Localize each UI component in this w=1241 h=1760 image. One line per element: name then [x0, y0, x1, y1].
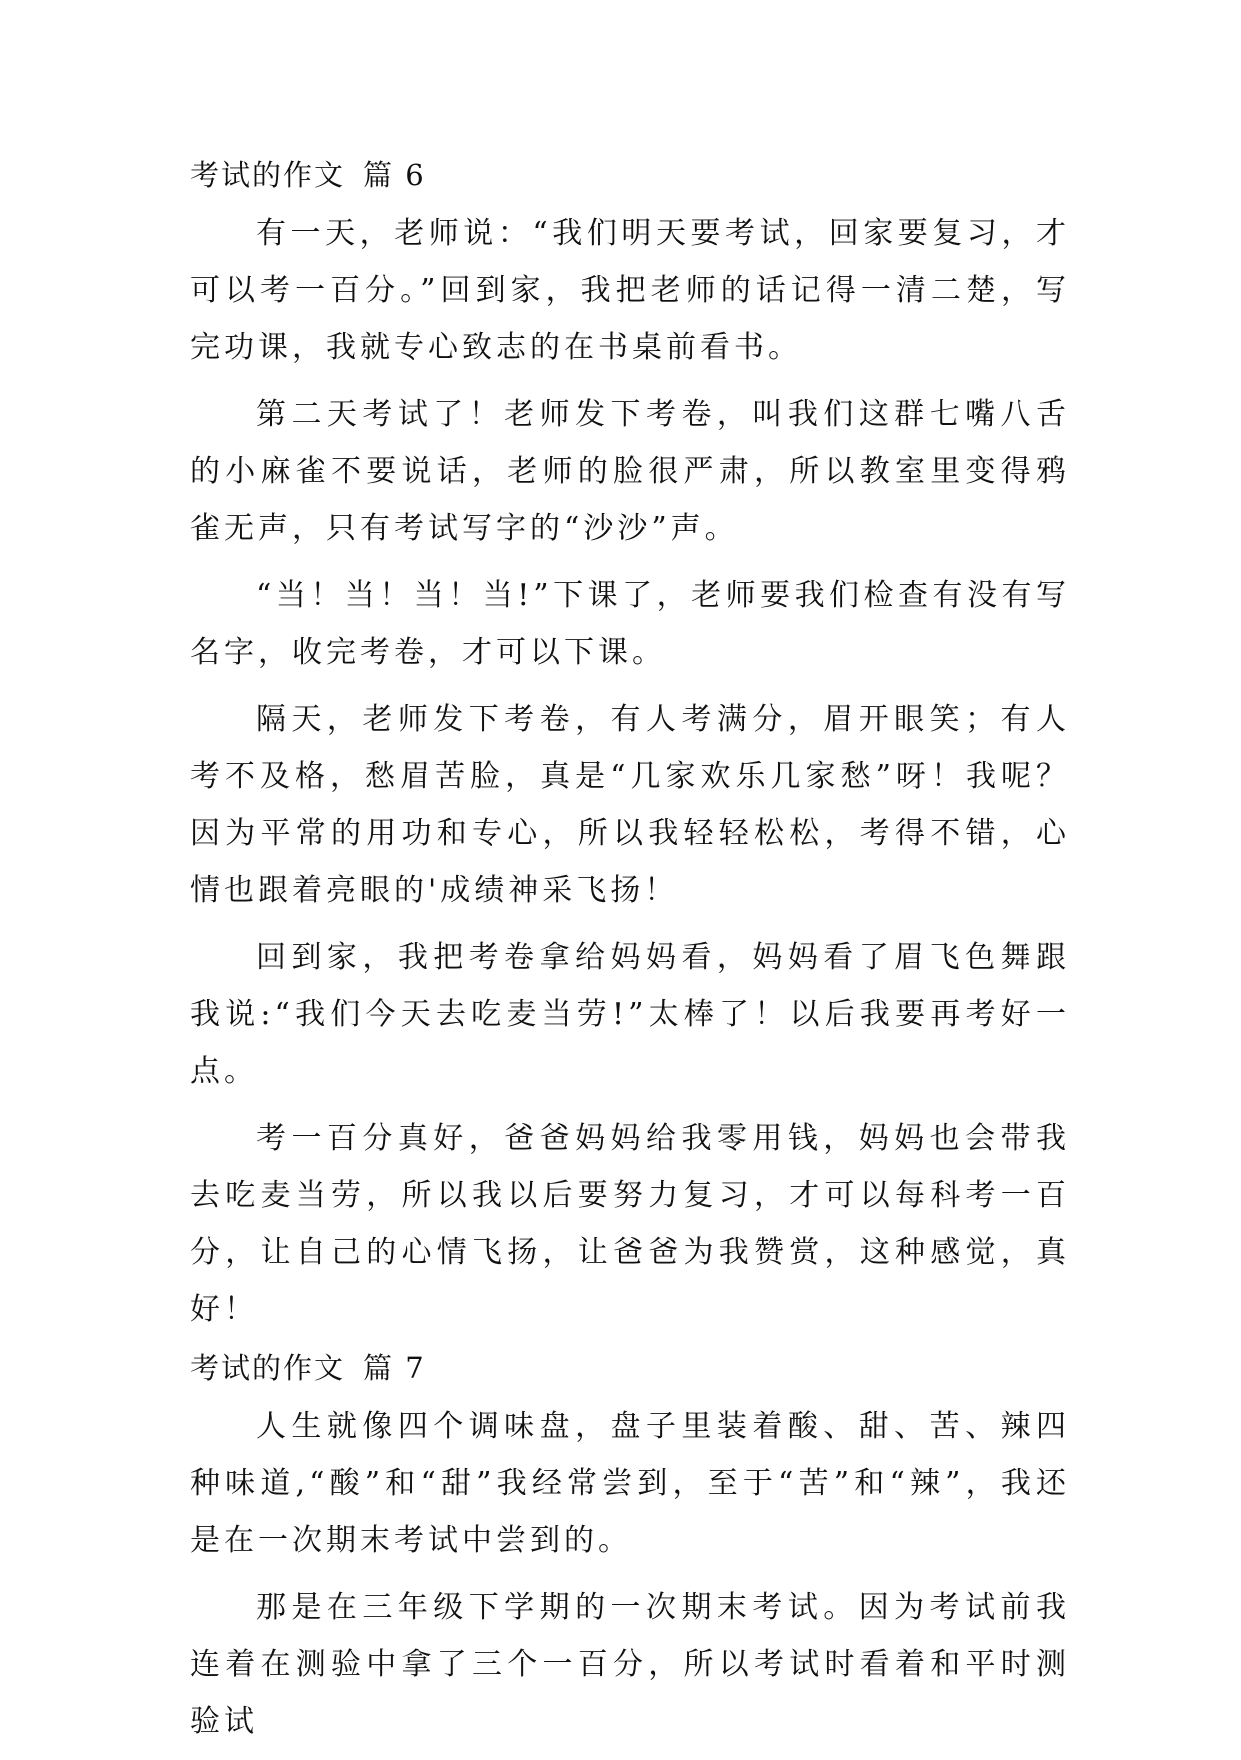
- section-heading: [190, 1348, 1070, 1388]
- paragraph: 那是在三年级下学期的一次期末考试。因为考试前我连着在测验中拿了三个一百分，所以考试时看着和平时测验试: [190, 1590, 1070, 1739]
- essay-section-7: [190, 1348, 1070, 1750]
- section-number: 篇 6: [363, 158, 426, 192]
- section-title: 考试的作文: [190, 1351, 346, 1385]
- paragraph: 回到家，我把考卷拿给妈妈看，妈妈看了眉飞色舞跟我说:“我们今天去吃麦当劳!”太棒了！以后我要再考好一点。: [190, 940, 1070, 1089]
- paragraph: 隔天，老师发下考卷，有人考满分，眉开眼笑；有人考不及格，愁眉苦脸，真是“几家欢乐几家愁”呀！我呢？因为平常的用功和专心，所以我轻轻松松，考得不错，心情也跟着亮眼的'成绩神采飞扬！: [190, 702, 1070, 908]
- document-page: [190, 155, 1070, 1760]
- paragraph: 人生就像四个调味盘，盘子里装着酸、甜、苦、辣四种味道,“酸”和“甜”我经常尝到，至于“苦”和“辣”，我还是在一次期末考试中尝到的。: [190, 1409, 1070, 1558]
- paragraph: 第二天考试了！老师发下考卷，叫我们这群七嘴八舌的小麻雀不要说话，老师的脸很严肃，所以教室里变得鸦雀无声，只有考试写字的“沙沙”声。: [190, 397, 1070, 546]
- section-heading: [190, 155, 1070, 195]
- paragraph: 考一百分真好，爸爸妈妈给我零用钱，妈妈也会带我去吃麦当劳，所以我以后要努力复习，才可以每科考一百分，让自己的心情飞扬，让爸爸为我赞赏，这种感觉，真好！: [190, 1121, 1070, 1327]
- paragraph: 有一天，老师说：“我们明天要考试，回家要复习，才可以考一百分。”回到家，我把老师的话记得一清二楚，写完功课，我就专心致志的在书桌前看书。: [190, 216, 1070, 365]
- essay-section-6: [190, 155, 1070, 1338]
- section-number: 篇 7: [363, 1351, 426, 1385]
- paragraph: “当！当！当！当!”下课了，老师要我们检查有没有写名字，收完考卷，才可以下课。: [190, 578, 1070, 670]
- section-title: 考试的作文: [190, 158, 346, 192]
